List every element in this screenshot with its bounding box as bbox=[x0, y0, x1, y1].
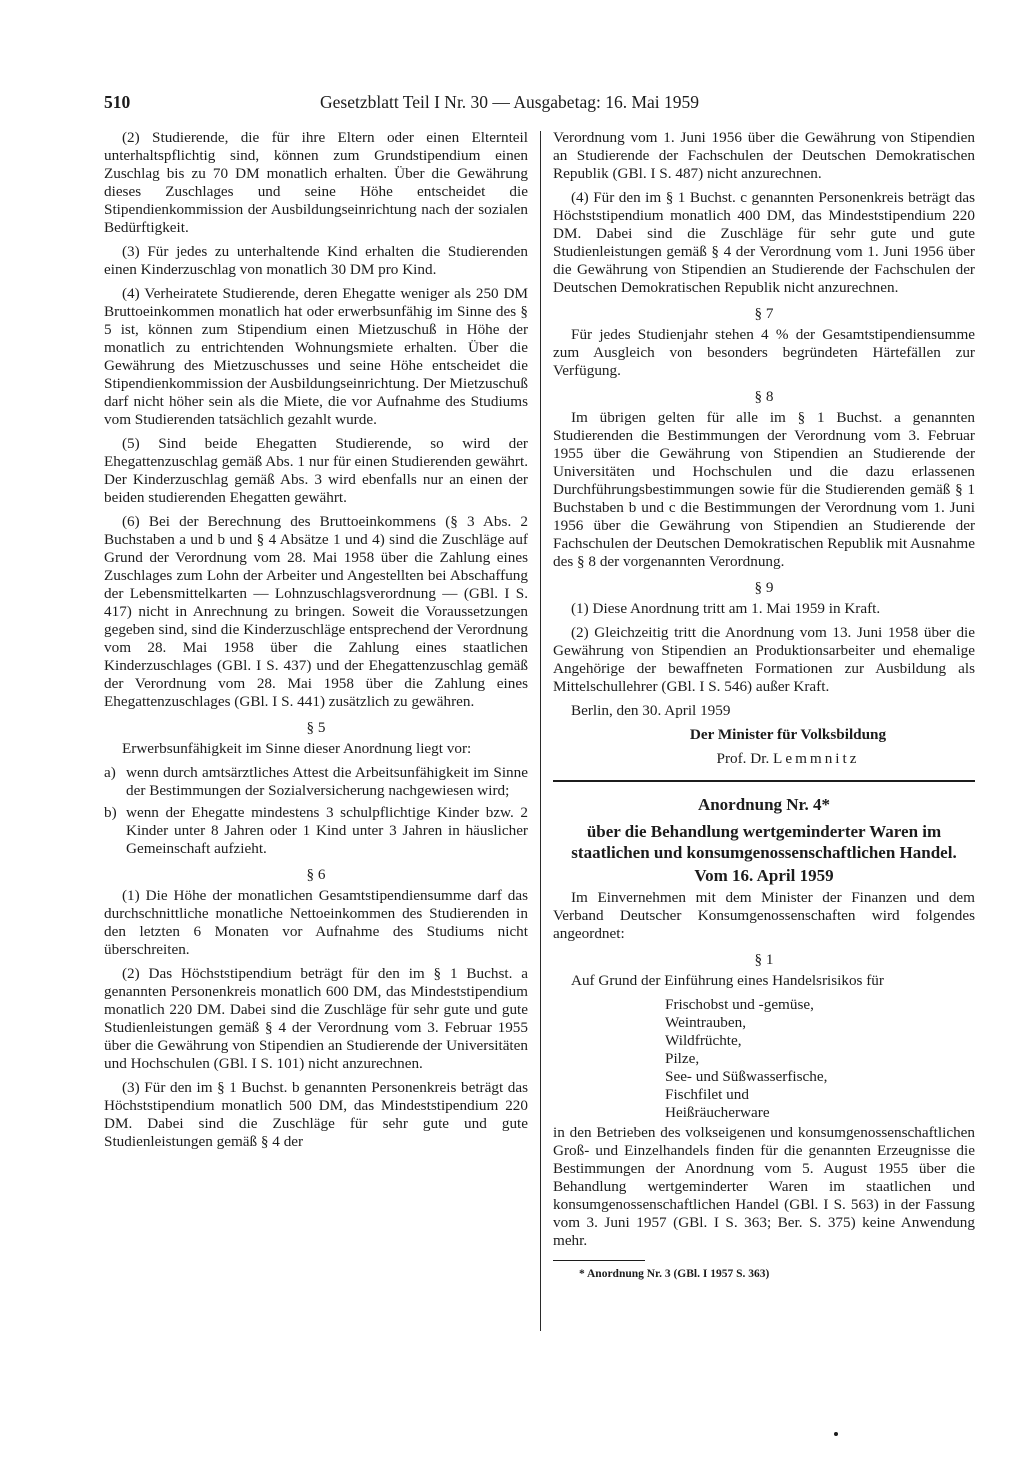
goods-item: Heißräucherware bbox=[665, 1104, 770, 1121]
signature-place-date: Berlin, den 30. April 1959 bbox=[571, 702, 731, 719]
section-9-paragraph-1: (1) Diese Anordnung tritt am 1. Mai 1959 in Kraft. bbox=[571, 600, 881, 617]
ordinance-section-1-text: in den Betrieben des volkseigenen und konsumgenossenschaftlichen Groß- und Einzelhandels finden für die genannten Erzeugnisse die Bestimmungen der Anordnung vom 5. August 1955 über die Behandlung wertgeminderter Waren im staatlichen und konsumgenossenschaftlichen Handel (GBl. I S. 563) in der Fassung vom 3. Juni 1957 (GBl. I S. 363; Ber. S. 375) keine Anwendung mehr. bbox=[553, 1124, 975, 1249]
paragraph-4-right: (4) Für den im § 1 Buchst. c genannten Personenkreis beträgt das Höchststipendium monatlich 400 DM, das Mindeststipendium 220 DM. Dabei sind die Zuschläge für sehr gute und gute Studienleistungen gemäß § 4 der Verordnung vom 1. Juni 1956 über die Gewährung von Stipendien an Studierende der Fachschulen der Deutschen Demokratischen Republik nicht anzurechnen. bbox=[553, 189, 975, 296]
section-5-list bbox=[104, 764, 528, 858]
section-8-text: Im übrigen gelten für alle im § 1 Buchst. a genannten Studierenden die Bestimmungen der Verordnung vom 3. Februar 1955 über die Gewährung von Stipendien an Studierende der Universitäten und Hochschulen und die dazu erlassenen Durchführungsbestimmungen sowie für die Studierenden gemäß § 1 Buchstaben b und c die Bestimmungen der Verordnung vom 1. Juni 1956 über die Gewährung von Stipendien an Studierende der Fachschulen der Deutschen Demokratischen Republik mit Ausnahme des § 8 der vorgenannten Verordnung. bbox=[553, 409, 975, 570]
ordinance-intro: Im Einvernehmen mit dem Minister der Finanzen und dem Verband Deutscher Konsumgenossenschaften wird folgendes angeordnet: bbox=[553, 889, 975, 942]
paragraph-4: (4) Verheiratete Studierende, deren Ehegatte weniger als 250 DM Bruttoeinkommen monatlich hat oder erwerbsunfähig im Sinne des § 5 ist, können zum Stipendium einen Mietzuschuß in Höhe der monatlich zu entrichtenden Wohnungsmiete erhalten. Über die Gewährung des Mietzuschusses und seine Höhe entscheidet die Stipendienkommission der Ausbildungseinrichtung. Der Mietzuschuß darf nicht höher sein als die Miete, die vor Aufnahme des Studiums vom Studierenden tatsächlich gezahlt wurde. bbox=[104, 285, 528, 428]
section-5-heading: § 5 bbox=[306, 719, 326, 736]
paragraph-2: (2) Studierende, die für ihre Eltern oder einen Elternteil unterhaltspflichtig sind, können zum Grundstipendium einen Zuschlag bis zu 70 DM monatlich erhalten. Über die Gewährung dieses Zuschlages und seine Höhe entscheidet die Stipendienkommission der Ausbildungseinrichtung nach der sozialen Bedürftigkeit. bbox=[104, 129, 528, 236]
paragraph-6: (6) Bei der Berechnung des Bruttoeinkommens (§ 3 Abs. 2 Buchstaben a und b und § 4 Absätze 1 und 4) sind die Zuschläge auf Grund der Verordnung vom 28. Mai 1958 über die Zahlung eines Zuschlages zum Lohn der Arbeiter und Angestellten bei Abschaffung der Lebensmittelkarten — Lohnzuschlagsverordnung — (GBl. I S. 417) nicht in Anrechnung zu bringen. Soweit die Voraussetzungen gegeben sind, sind die Kinderzuschläge entsprechend der Verordnung vom 28. Mai 1958 über die Zahlung eines staatlichen Kinderzuschlages (GBl. I S. 437) und der Ehegattenzuschlag gemäß der Verordnung vom 28. Mai 1958 über die Zahlung eines Ehegattenzuschlages (GBl. I S. 441) zusätzlich zu gewähren. bbox=[104, 513, 528, 710]
section-9-paragraph-2: (2) Gleichzeitig tritt die Anordnung vom 13. Juni 1958 über die Gewährung von Stipendien an Produktionsarbeiter und ehemalige Angehörige der bewaffneten Formationen zur Ausbildung als Mittelschullehrer (GBl. I S. 546) außer Kraft. bbox=[553, 624, 975, 695]
gazette-title: Gesetzblatt Teil I Nr. 30 — Ausgabetag: 16. Mai 1959 bbox=[320, 92, 700, 112]
section-5-intro: Erwerbsunfähigkeit im Sinne dieser Anordnung liegt vor: bbox=[122, 740, 472, 757]
goods-item: Pilze, bbox=[665, 1050, 700, 1067]
continued-paragraph: Verordnung vom 1. Juni 1956 über die Gewährung von Stipendien an Studierende der Fachschulen der Deutschen Demokratischen Republik (GBl. I S. 487) nicht anzurechnen. bbox=[553, 129, 975, 182]
ordinance-number: Anordnung Nr. 4* bbox=[697, 795, 831, 814]
page-number: 510 bbox=[104, 92, 131, 112]
goods-item: Frischobst und -gemüse, bbox=[665, 996, 814, 1013]
ordinance-section-1-intro: Auf Grund der Einführung eines Handelsrisikos für bbox=[571, 972, 884, 989]
section-6-heading: § 6 bbox=[306, 866, 326, 883]
paragraph-3: (3) Für jedes zu unterhaltende Kind erhalten die Studierenden einen Kinderzuschlag von monatlich 30 DM pro Kind. bbox=[104, 243, 528, 278]
section-6-paragraph-2: (2) Das Höchststipendium beträgt für den im § 1 Buchst. a genannten Personenkreis monatlich 600 DM, das Mindeststipendium monatlich 220 DM. Dabei sind die Zuschläge für sehr gute und gute Studienleistungen gemäß § 4 der Verordnung vom 3. Februar 1955 über die Gewährung von Stipendien an Studierende der Universitäten und Hochschulen (GBl. I S. 101) nicht anzurechnen. bbox=[104, 965, 528, 1072]
list-label: b) bbox=[104, 804, 117, 821]
section-6-paragraph-3: (3) Für den im § 1 Buchst. b genannten Personenkreis beträgt das Höchststipendium monatlich 500 DM, das Mindeststipendium 220 DM. Dabei sind die Zuschläge für sehr gute und gute Studienleistungen gemäß § 4 der bbox=[104, 1079, 528, 1150]
list-text: wenn durch amtsärztliches Attest die Arbeitsunfähigkeit im Sinne der Bestimmungen der Sozialversicherung nachgewiesen wird; bbox=[126, 764, 528, 799]
signature-minister: Der Minister für Volksbildung bbox=[689, 726, 887, 743]
footnote: * Anordnung Nr. 3 (GBl. I 1957 S. 363) bbox=[579, 1268, 770, 1280]
goods-item: Weintrauben, bbox=[665, 1014, 747, 1031]
footnote-rule bbox=[553, 1260, 645, 1261]
page-header bbox=[104, 92, 974, 118]
goods-list bbox=[665, 996, 975, 1122]
goods-item: Wildfrüchte, bbox=[665, 1032, 742, 1049]
list-item bbox=[104, 764, 528, 800]
horizontal-rule bbox=[553, 780, 975, 782]
ordinance-title: über die Behandlung wertgeminderter Waren im staatlichen und konsumgenossenschaftlichen Handel. bbox=[571, 822, 957, 862]
section-7-text: Für jedes Studienjahr stehen 4 % der Gesamtstipendiensumme zum Ausgleich von besonders begründeten Härtefällen zur Verfügung. bbox=[553, 326, 975, 379]
signature-prefix: Prof. Dr. bbox=[716, 750, 770, 767]
print-speck bbox=[834, 1432, 838, 1436]
signature-surname: Lemmnitz bbox=[773, 750, 860, 767]
list-label: a) bbox=[104, 764, 116, 781]
ordinance-section-1-heading: § 1 bbox=[754, 951, 774, 968]
section-8-heading: § 8 bbox=[754, 388, 774, 405]
list-item bbox=[104, 804, 528, 858]
goods-item: Fischfilet und bbox=[665, 1086, 749, 1103]
section-7-heading: § 7 bbox=[754, 305, 774, 322]
paragraph-5: (5) Sind beide Ehegatten Studierende, so wird der Ehegattenzuschlag gemäß Abs. 1 nur für einen Studierenden gewährt. Der Kinderzuschlag gemäß Abs. 3 wird ebenfalls nur an einen der beiden studierenden Ehegatten gewährt. bbox=[104, 435, 528, 506]
left-column bbox=[104, 129, 528, 1157]
right-column bbox=[553, 129, 975, 1289]
column-divider bbox=[540, 131, 541, 1331]
signature-name bbox=[553, 750, 975, 768]
ordinance-date: Vom 16. April 1959 bbox=[694, 866, 834, 885]
section-6-paragraph-1: (1) Die Höhe der monatlichen Gesamtstipendiensumme darf das durchschnittliche monatliche Nettoeinkommen des Studierenden in den letzten 6 Monaten vor Aufnahme des Studiums nicht überschreiten. bbox=[104, 887, 528, 958]
goods-item: See- und Süßwasserfische, bbox=[665, 1068, 828, 1085]
section-9-heading: § 9 bbox=[754, 579, 774, 596]
list-text: wenn der Ehegatte mindestens 3 schulpflichtige Kinder bzw. 2 Kinder unter 8 Jahren oder 1 Kind unter 3 Jahren in häuslicher Gemeinschaft aufzieht. bbox=[126, 804, 528, 857]
